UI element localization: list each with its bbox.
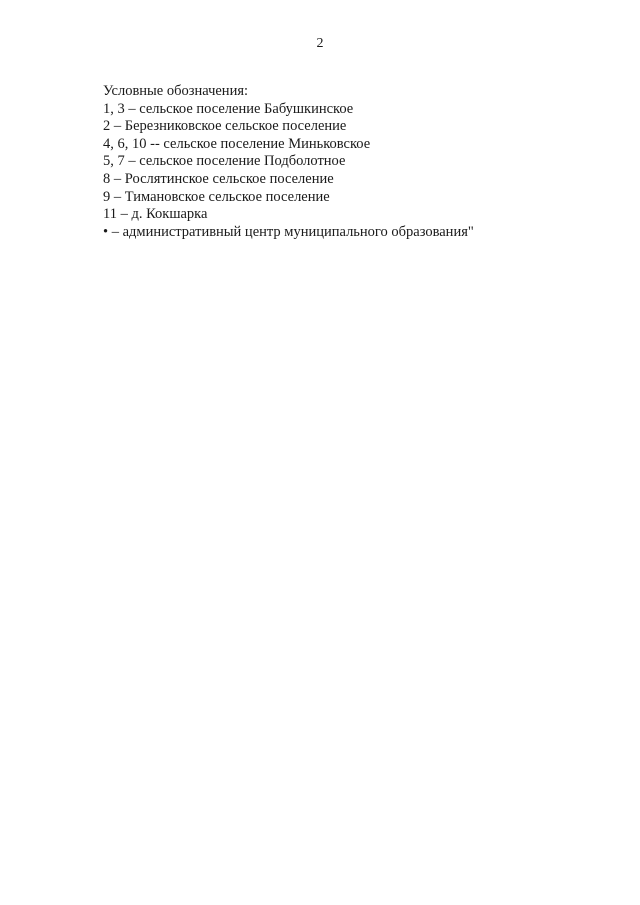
- legend-item-koksharka: 11 – д. Кокшарка: [103, 206, 208, 223]
- legend-item-admin-center: • – административный центр муниципального образования": [103, 223, 474, 240]
- legend-item-timanovskoe: 9 – Тимановское сельское поселение: [103, 188, 330, 205]
- legend-item-babushkinskoe: 1, 3 – сельское поселение Бабушкинское: [103, 100, 354, 117]
- legend-item-minkovskoe: 4, 6, 10 -- сельское поселение Миньковское: [103, 135, 371, 152]
- legend-item-roslyatinskoe: 8 – Рослятинское сельское поселение: [103, 170, 334, 187]
- legend-title: Условные обозначения:: [103, 83, 249, 99]
- legend-item-bereznikovskoe: 2 – Березниковское сельское поселение: [103, 118, 347, 135]
- legend: [103, 83, 623, 241]
- legend-item-podbolotnoe: 5, 7 – сельское поселение Подболотное: [103, 153, 346, 170]
- page-number: 2: [316, 36, 324, 51]
